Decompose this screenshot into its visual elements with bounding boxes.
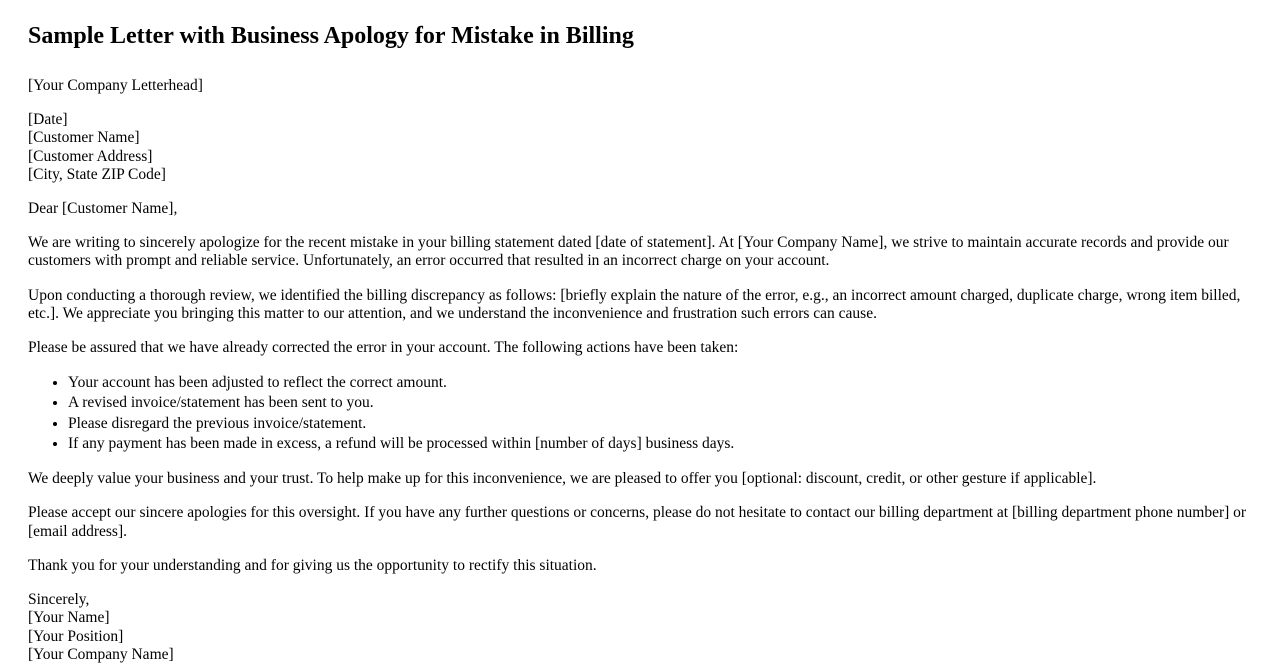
body-paragraph-3: Please be assured that we have already corrected the error in your account. The following actions have been taken: bbox=[28, 339, 739, 357]
signature-position: [Your Position] bbox=[28, 627, 124, 645]
signature-company: [Your Company Name] bbox=[28, 645, 174, 663]
list-item: • A revised invoice/statement has been sent to you. bbox=[68, 394, 1250, 413]
list-item: • If any payment has been made in excess, a refund will be processed within [number of days] business days. bbox=[68, 435, 1250, 454]
signature-name: [Your Name] bbox=[28, 609, 110, 627]
closing-paragraph-3: Thank you for your understanding and for giving us the opportunity to rectify this situation. bbox=[28, 556, 597, 574]
address-line-customer-name: [Customer Name] bbox=[28, 129, 140, 147]
letterhead-placeholder: [Your Company Letterhead] bbox=[28, 76, 203, 94]
signature-block bbox=[28, 591, 1250, 664]
body-paragraph-1: We are writing to sincerely apologize for the recent mistake in your billing statement dated [date of statement]. At [Your Company Name], we strive to maintain accurate records and provide our customers with prompt and reliable service. Unfortunately, an error occurred that resulted in an incorrect charge on your account. bbox=[28, 234, 1229, 270]
body-paragraph-2: Upon conducting a thorough review, we identified the billing discrepancy as follows: [briefly explain the nature of the error, e.g., an incorrect amount charged, duplicate charge, wrong item billed, etc.]. We appreciate you bringing this matter to our attention, and we understand the inconvenience and frustration such errors can cause. bbox=[28, 286, 1241, 323]
actions-taken-list bbox=[28, 374, 1250, 454]
closing-paragraph-1: We deeply value your business and your trust. To help make up for this inconvenience, we are pleased to offer you [optional: discount, credit, or other gesture if applicable]. bbox=[28, 469, 1097, 487]
recipient-address-block bbox=[28, 111, 1250, 184]
page-title: Sample Letter with Business Apology for Mistake in Billing bbox=[28, 23, 634, 49]
address-line-customer-address: [Customer Address] bbox=[28, 147, 153, 165]
signature-closing: Sincerely, bbox=[28, 591, 90, 609]
list-item: • Please disregard the previous invoice/statement. bbox=[68, 415, 1250, 434]
address-line-city-state-zip: [City, State ZIP Code] bbox=[28, 165, 166, 183]
closing-paragraph-2: Please accept our sincere apologies for this oversight. If you have any further questions or concerns, please do not hesitate to contact our billing department at [billing department phone number] or [email address]. bbox=[28, 504, 1247, 540]
address-line-date: [Date] bbox=[28, 111, 68, 129]
list-item: • Your account has been adjusted to reflect the correct amount. bbox=[68, 374, 1250, 393]
salutation: Dear [Customer Name], bbox=[28, 200, 178, 218]
